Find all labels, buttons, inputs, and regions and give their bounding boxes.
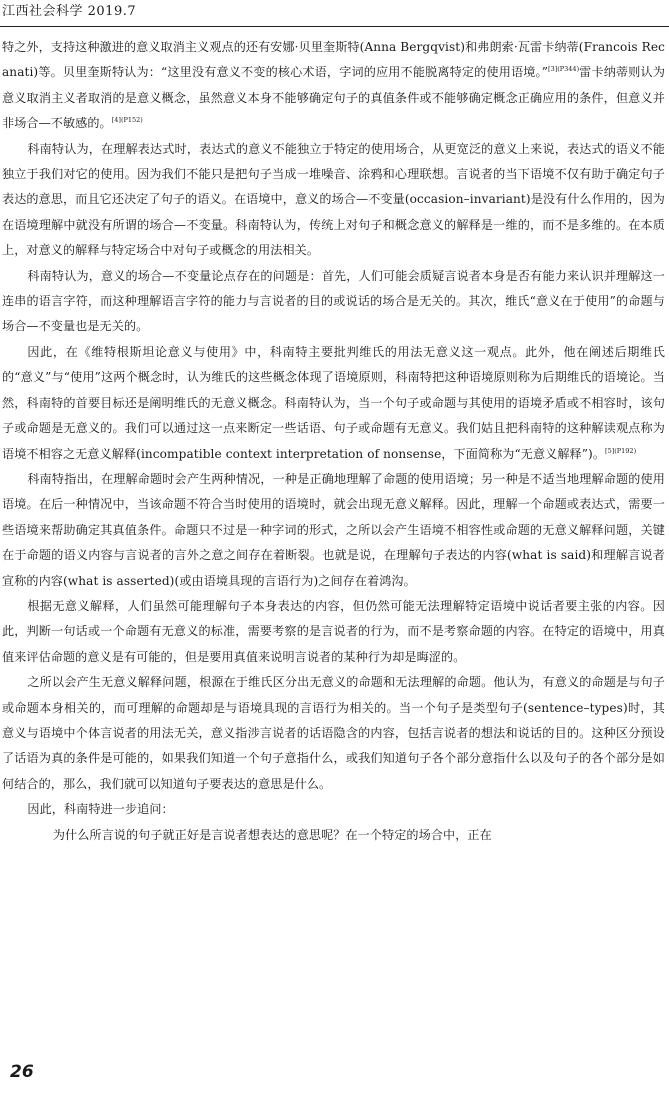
body-text <box>2 35 665 848</box>
paragraph-8: 因此，科南特进一步追问： <box>27 802 174 817</box>
citation-note: [3](P344) <box>548 65 580 74</box>
header-rule <box>0 26 669 27</box>
paragraph-7: 之所以会产生无意义解释问题，根源在于维氏区分出无意义的命题和无法理解的命题。他认为，有意义的命题是与句子或命题本身相关的，而可理解的命题却是与语境具现的言语行为相关的。当一个句子是类型句子(sentence–types)时，其意义与语境中个体言说者的用法无关，意义指涉言说者的话语隐含的内容，包括言说者的想法和说话的目的。这种区分预设了话语为真的条件是可能的，如果我们知道一个句子意指什么，或我们知道句子各个部分意指什么以及句子的各个部分是如何结合的，那么，我们就可以知道句子要表达的意思是什么。 <box>2 675 665 791</box>
paragraph-5: 科南特指出，在理解命题时会产生两种情况，一种是正确地理解了命题的使用语境；另一种是不适当地理解命题的使用语境。在后一种情况中，当该命题不符合当时使用的语境时，就会出现无意义解释。因此，理解一个命题或表达式，需要一些语境来帮助确定其真值条件。命题只不过是一种字词的形式，之所以会产生语境不相容性或命题的无意义解释问题，关键在于命题的语义内容与言说者的言外之意之间存在着断裂。也就是说，在理解句子表达的内容(what is said)和理解言说者宣称的内容(what is asserted)(或由语境具现的言语行为)之间存在着鸿沟。 <box>2 471 665 588</box>
page-number: 26 <box>10 1062 34 1082</box>
paragraph-2: 科南特认为，在理解表达式时，表达式的意义不能独立于特定的使用场合，从更宽泛的意义上来说，表达式的语义不能独立于我们对它的使用。因为我们不能只是把句子当成一堆噪音、涂鸦和心理联想。言说者的当下语境不仅有助于确定句子表达的意思，而且它还决定了句子的语义。在语境中，意义的场合—不变量(occasion–invariant)是没有什么作用的，因为在语境理解中就没有所谓的场合—不变量。科南特认为，传统上对句子和概念意义的解释是一维的，而不是多维的。在本质上，对意义的解释与特定场合中对句子或概念的用法相关。 <box>2 141 665 258</box>
citation-note: [4](P152) <box>111 116 143 125</box>
paragraph-text-continued: 雷卡纳蒂则认为意义取消主义者取消的是意义概念，虽然意义本身不能够确定句子的真值条件或不能够确定概念正确应用的条件，但意义并非场合—不敏感的。 <box>2 65 666 131</box>
paragraph-3: 科南特认为，意义的场合—不变量论点存在的问题是：首先，人们可能会质疑言说者本身是否有能力来认识并理解这一连串的语言字符，而这种理解语言字符的能力与言说者的目的或说话的场合是无关的。其次，维氏“意义在于使用”的命题与场合—不变量也是无关的。 <box>2 268 665 334</box>
block-quote: 为什么所言说的句子就正好是言说者想表达的意思呢？在一个特定的场合中，正在 <box>52 827 492 842</box>
running-head: 江西社会科学 2019.7 <box>2 4 137 19</box>
paragraph-text: 特之外，支持这种激进的意义取消主义观点的还有安娜·贝里奎斯特(Anna Bergqvist)和弗朗索·瓦雷卡纳蒂(Francois Recanati)等。贝里奎斯特认为：“这里没有意义不变的核心术语，字词的应用不能脱离特定的使用语境。” <box>2 40 665 80</box>
paragraph-text: 因此，在《维特根斯坦论意义与使用》中，科南特主要批判维氏的用法无意义这一观点。此外，他在阐述后期维氏的“意义”与“使用”这两个概念时，认为维氏的这些概念体现了语境原则，科南特把这种语境原则称为后期维氏的语境论。当然，科南特的首要目标还是阐明维氏的无意义概念。科南特认为，当一个句子或命题与其使用的语境矛盾或不相容时，该句子或命题是无意义的。我们可以通过这一点来断定一些话语、句子或命题有无意义。我们姑且把科南特的这种解读观点称为语境不相容之无意义解释(incompatible context interpretation of nonsense，下面简称为“无意义解释”)。 <box>2 344 665 461</box>
paragraph-4 <box>2 340 665 467</box>
paragraph-6: 根据无意义解释，人们虽然可能理解句子本身表达的内容，但仍然可能无法理解特定语境中说话者要主张的内容。因此，判断一句话或一个命题有无意义的标准，需要考察的是言说者的行为，而不是考察命题的内容。在特定的语境中，用真值来评估命题的意义是有可能的，但是要用真值来说明言说者的某种行为却是晦涩的。 <box>2 598 665 664</box>
citation-note: [5](P192) <box>605 446 637 455</box>
paragraph-1 <box>2 35 665 137</box>
